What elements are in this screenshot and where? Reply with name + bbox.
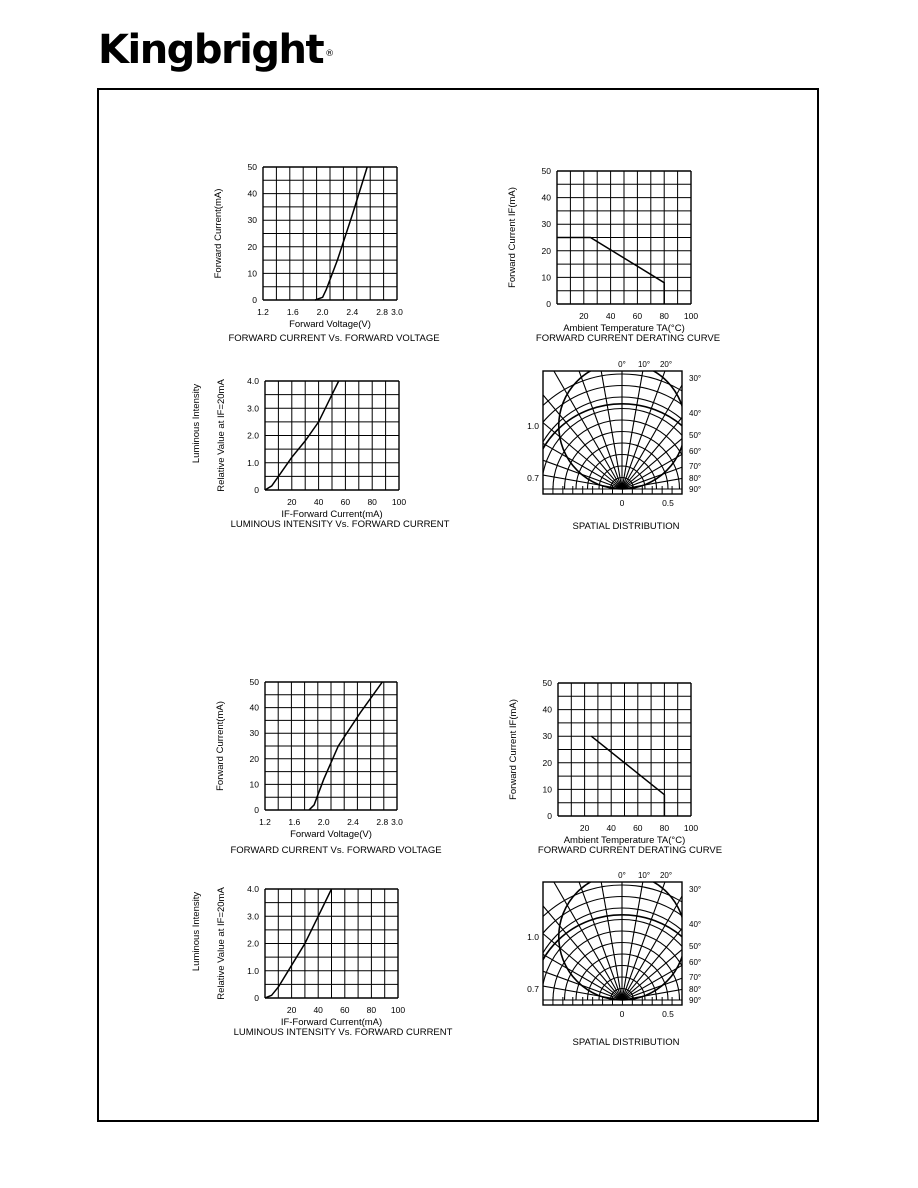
radial-tick-label: 1.0 <box>527 421 539 431</box>
x-tick-label: 1.2 <box>259 817 271 827</box>
y-tick-label: 0 <box>252 295 257 305</box>
chart-caption: FORWARD CURRENT Vs. FORWARD VOLTAGE <box>228 333 440 344</box>
y-tick-label: 30 <box>541 219 551 230</box>
chart-li2 <box>191 884 453 1038</box>
x-tick-label: 40 <box>605 311 616 321</box>
chart-derate1 <box>507 166 720 344</box>
y-tick-label: 1.0 <box>247 965 259 976</box>
x-tick-label: 60 <box>340 497 351 507</box>
angle-label: 30° <box>689 885 702 894</box>
x-axis-label: Ambient Temperature TA(°C) <box>563 835 686 846</box>
chart-caption: FORWARD CURRENT Vs. FORWARD VOLTAGE <box>230 845 442 856</box>
y-axis-label-secondary: Luminous Intensity <box>191 891 202 972</box>
angle-label: 40° <box>689 920 702 929</box>
bottom-tick-label: 0.5 <box>662 1009 674 1019</box>
y-axis-label: Forward Current IF(mA) <box>508 699 519 800</box>
y-tick-label: 40 <box>542 704 552 715</box>
y-tick-label: 4.0 <box>247 884 259 894</box>
y-tick-label: 0 <box>254 805 259 815</box>
x-tick-label: 40 <box>606 823 616 833</box>
y-tick-label: 0 <box>254 993 259 1003</box>
y-tick-label: 0 <box>254 485 259 495</box>
polar-radial <box>622 908 781 1000</box>
y-axis-label: Relative Value at IF=20mA <box>216 379 227 492</box>
x-tick-label: 1.2 <box>257 307 269 317</box>
angle-label: 70° <box>689 462 702 471</box>
x-tick-label: 80 <box>366 1005 377 1015</box>
angle-label: 10° <box>637 360 651 369</box>
x-tick-label: 2.0 <box>317 817 330 827</box>
y-tick-label: 40 <box>247 188 257 199</box>
angle-label: 50° <box>689 942 702 951</box>
y-tick-label: 30 <box>249 728 259 739</box>
angle-label: 0° <box>618 871 626 880</box>
y-tick-label: 40 <box>249 702 259 713</box>
x-tick-label: 60 <box>632 311 643 321</box>
x-tick-label: 40 <box>313 497 324 507</box>
x-tick-label: 100 <box>683 823 699 833</box>
angle-label: 80° <box>689 985 702 994</box>
y-axis-label: Forward Current(mA) <box>215 701 226 791</box>
y-tick-label: 50 <box>249 677 259 687</box>
y-tick-label: 3.0 <box>247 403 259 414</box>
angle-label: 10° <box>637 871 651 880</box>
x-tick-label: 2.0 <box>316 307 329 317</box>
y-tick-label: 30 <box>542 731 552 742</box>
y-tick-label: 40 <box>541 192 551 203</box>
y-tick-label: 10 <box>249 779 259 790</box>
x-tick-label: 60 <box>633 823 643 833</box>
y-tick-label: 50 <box>541 166 551 176</box>
y-tick-label: 2.0 <box>247 430 259 441</box>
x-tick-label: 80 <box>659 311 669 321</box>
x-axis-label: IF-Forward Current(mA) <box>281 509 383 520</box>
x-tick-label: 2.8 <box>376 307 389 317</box>
chart-caption: LUMINOUS INTENSITY Vs. FORWARD CURRENT <box>230 519 450 530</box>
x-tick-label: 2.4 <box>347 817 359 827</box>
chart-derate2 <box>508 678 722 856</box>
chart-caption: SPATIAL DISTRIBUTION <box>572 1037 680 1048</box>
bottom-tick-label: 0 <box>619 1009 625 1019</box>
angle-label: 20° <box>659 360 673 369</box>
x-tick-label: 20 <box>287 497 297 507</box>
y-tick-label: 20 <box>247 241 257 252</box>
y-axis-label-secondary: Luminous Intensity <box>191 383 202 464</box>
x-tick-label: 1.6 <box>286 307 299 317</box>
chart-li1 <box>191 376 450 530</box>
y-tick-label: 50 <box>542 678 552 688</box>
x-axis-label: Forward Voltage(V) <box>290 829 372 840</box>
y-tick-label: 20 <box>542 757 552 768</box>
kingbright-logo: Kingbright ® <box>98 27 335 73</box>
x-tick-label: 60 <box>340 1005 350 1015</box>
chart-caption: FORWARD CURRENT DERATING CURVE <box>535 333 721 344</box>
x-tick-label: 1.6 <box>288 817 301 827</box>
radial-tick-label: 1.0 <box>527 932 539 942</box>
y-tick-label: 4.0 <box>247 376 259 386</box>
y-tick-label: 50 <box>247 162 257 172</box>
y-tick-label: 0 <box>547 811 552 821</box>
radial-tick-label: 0.7 <box>527 473 539 483</box>
bottom-tick-label: 0.5 <box>662 498 674 508</box>
x-tick-label: 40 <box>313 1005 323 1015</box>
y-axis-label: Forward Current IF(mA) <box>507 187 518 288</box>
x-axis-label: Forward Voltage(V) <box>289 319 371 330</box>
y-tick-label: 20 <box>541 245 551 256</box>
x-tick-label: 100 <box>683 311 699 321</box>
x-axis-label: IF-Forward Current(mA) <box>280 1017 383 1028</box>
y-tick-label: 3.0 <box>247 911 259 922</box>
y-tick-label: 0 <box>546 299 551 309</box>
x-axis-label: Ambient Temperature TA(°C) <box>563 323 685 334</box>
y-tick-label: 20 <box>249 753 259 764</box>
x-tick-label: 2.8 <box>376 817 389 827</box>
bottom-tick-label: 0 <box>619 498 625 508</box>
angle-label: 0° <box>618 360 626 369</box>
angle-label: 60° <box>689 447 702 456</box>
chart-caption: SPATIAL DISTRIBUTION <box>572 521 680 532</box>
chart-caption: LUMINOUS INTENSITY Vs. FORWARD CURRENT <box>233 1027 453 1038</box>
chart-caption: FORWARD CURRENT DERATING CURVE <box>537 845 723 856</box>
angle-label: 20° <box>659 871 673 880</box>
y-tick-label: 2.0 <box>247 938 259 949</box>
x-tick-label: 3.0 <box>391 817 403 827</box>
x-tick-label: 80 <box>659 823 670 833</box>
x-tick-label: 20 <box>579 311 589 321</box>
y-tick-label: 1.0 <box>247 457 259 468</box>
angle-label: 50° <box>689 431 702 440</box>
angle-label: 40° <box>689 409 702 418</box>
angle-label: 30° <box>689 374 702 383</box>
angle-label: 70° <box>689 973 702 982</box>
x-tick-label: 3.0 <box>391 307 403 317</box>
y-axis-label: Forward Current(mA) <box>213 188 224 279</box>
chart-fv2 <box>215 677 442 856</box>
y-tick-label: 10 <box>541 272 551 283</box>
angle-label: 90° <box>689 996 702 1005</box>
x-tick-label: 100 <box>391 497 407 507</box>
angle-label: 80° <box>689 474 702 483</box>
radial-tick-label: 0.7 <box>527 984 539 994</box>
y-tick-label: 10 <box>247 268 257 279</box>
angle-label: 90° <box>689 485 702 494</box>
y-tick-label: 10 <box>542 784 552 795</box>
y-tick-label: 30 <box>247 215 257 226</box>
polar-radial <box>622 397 781 489</box>
y-axis-label: Relative Value at IF=20mA <box>216 887 227 1000</box>
angle-label: 60° <box>689 958 702 967</box>
x-tick-label: 20 <box>579 823 590 833</box>
x-tick-label: 80 <box>367 497 377 507</box>
chart-fv1 <box>213 162 440 344</box>
x-tick-label: 100 <box>390 1005 406 1015</box>
x-tick-label: 2.4 <box>346 307 359 317</box>
x-tick-label: 20 <box>286 1005 297 1015</box>
